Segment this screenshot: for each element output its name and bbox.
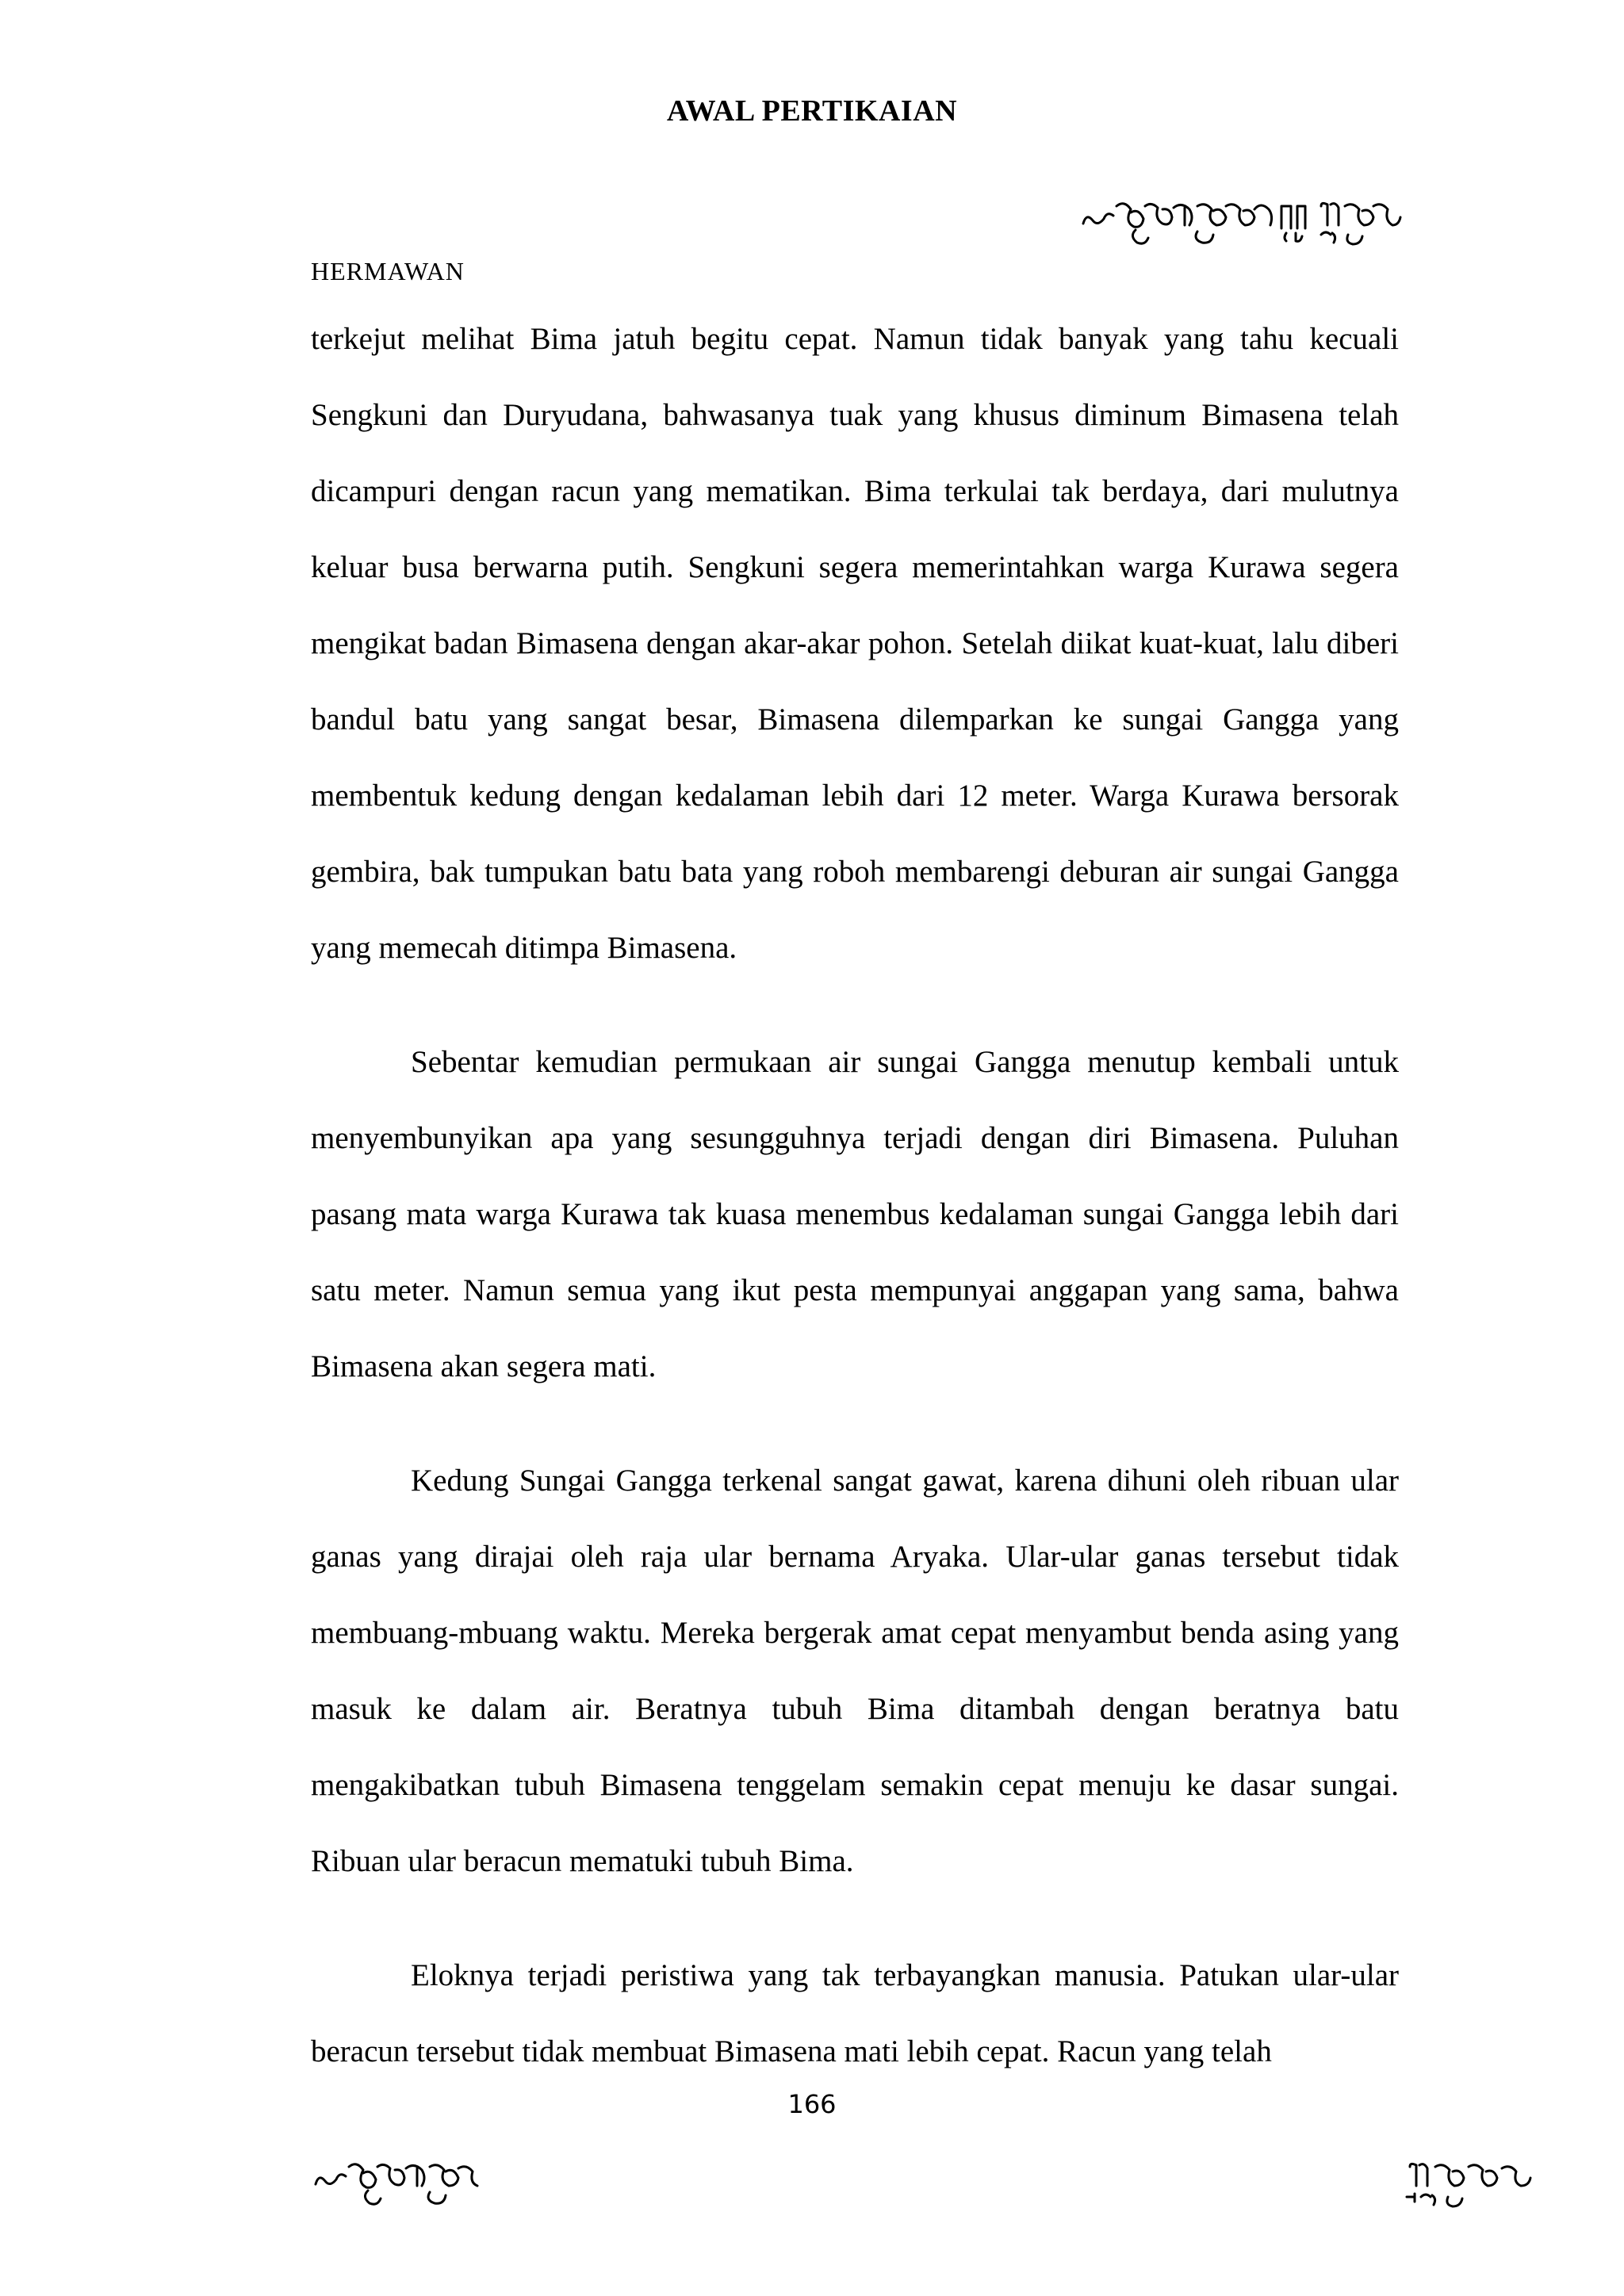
author-name: HERMAWAN — [311, 257, 465, 285]
paragraph-1: terkejut melihat Bima jatuh begitu cepat. Namun tidak banyak yang tahu kecuali Sengkuni dan Duryudana, bahwasanya tuak yang khusus diminum Bimasena telah dicampuri dengan racun yang mematikan. Bima terkulai tak berdaya, dari mulutnya keluar busa berwarna putih. Sengkuni segera memerintahkan warga Kurawa segera mengikat badan Bimasena dengan akar-akar pohon. Setelah diikat kuat-kuat, lalu diberi bandul batu yang sangat besar, Bimasena dilemparkan ke sungai Gangga yang membentuk kedung dengan kedalaman lebih dari 12 meter. Warga Kurawa bersorak gembira, bak tumpukan batu bata yang roboh membarengi deburan air sungai Gangga yang memecah ditimpa Bimasena. — [311, 322, 1399, 965]
chapter-title: AWAL PERTIKAIAN — [666, 94, 958, 128]
body-text — [311, 301, 1399, 2090]
paragraph-3: Kedung Sungai Gangga terkenal sangat gawat, karena dihuni oleh ribuan ular ganas yang dirajai oleh raja ular bernama Aryaka. Ular-ular ganas tersebut tidak membuang-mbuang waktu. Mereka bergerak amat cepat menyambut benda asing yang masuk ke dalam air. Beratnya tubuh Bima ditambah dengan beratnya batu mengakibatkan tubuh Bimasena tenggelam semakin cepat menuju ke dasar sungai. Ribuan ular beracun mematuki tubuh Bima. — [311, 1464, 1399, 1878]
page-number: 166 — [787, 2089, 837, 2119]
footer-left-javanese-script — [311, 2152, 485, 2213]
footer-right-javanese-script — [1402, 2152, 1561, 2213]
paragraph-2: Sebentar kemudian permukaan air sungai Gangga menutup kembali untuk menyembunyikan apa yang sesungguhnya terjadi dengan diri Bimasena. Puluhan pasang mata warga Kurawa tak kuasa menembus kedalaman sungai Gangga lebih dari satu meter. Namun semua yang ikut pesta mempunyai anggapan yang sama, bahwa Bimasena akan segera mati. — [311, 1045, 1399, 1383]
header-javanese-script — [1078, 190, 1404, 255]
paragraph-4: Eloknya terjadi peristiwa yang tak terbayangkan manusia. Patukan ular-ular beracun tersebut tidak membuat Bimasena mati lebih cepat. Racun yang telah — [311, 1958, 1399, 2068]
